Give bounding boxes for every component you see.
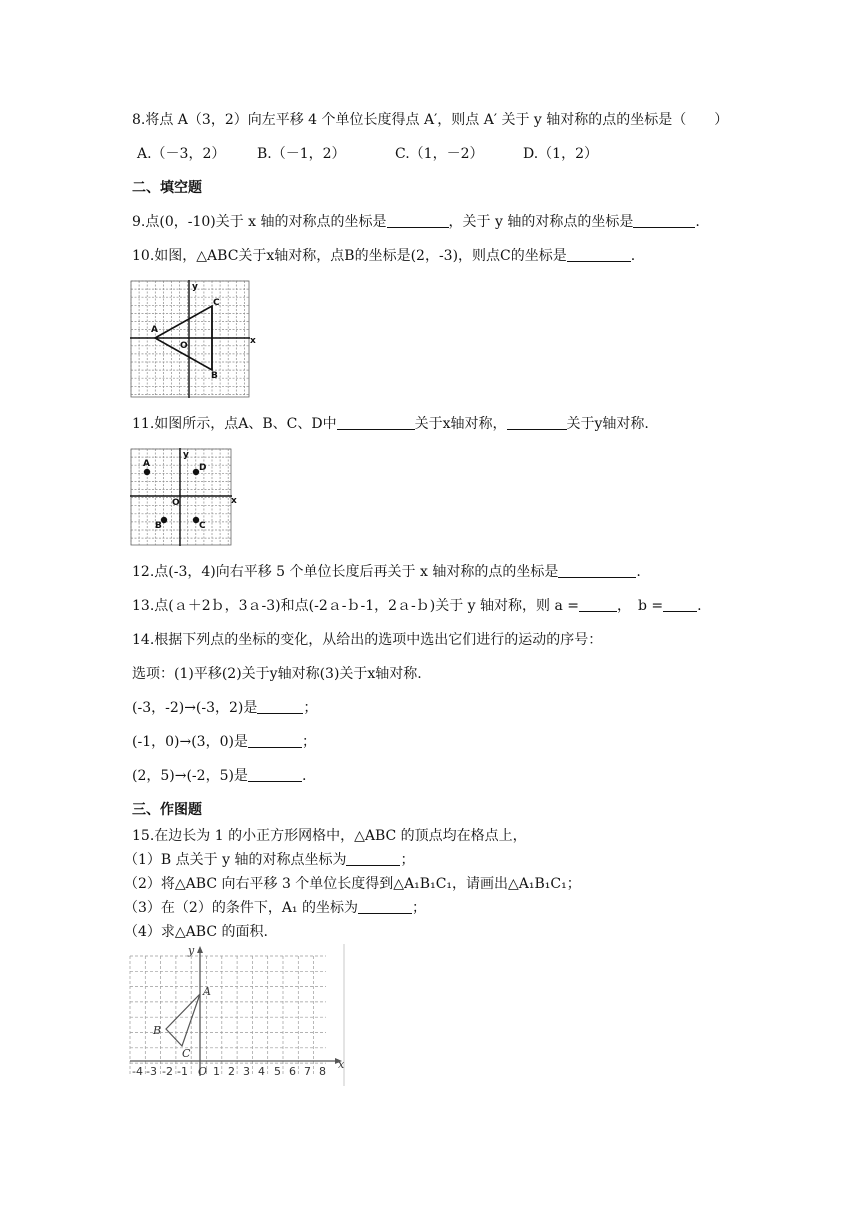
label-o: O [180, 341, 188, 351]
question-12: 12.点(-3，4)向右平移 5 个单位长度后再关于 x 轴对称的点的坐标是 . [132, 564, 641, 580]
tick-label: 5 [274, 1065, 281, 1078]
answer-blank [346, 851, 400, 866]
option-c: C.（1，－2） [395, 146, 484, 162]
option-d: D.（1，2） [523, 146, 598, 162]
tick-label: -4 [132, 1065, 143, 1078]
label-o: O [172, 498, 180, 508]
label-a: A [143, 459, 150, 469]
label-o: O [198, 1065, 208, 1078]
answer-blank [387, 213, 449, 228]
question-15-intro: 15.在边长为 1 的小正方形网格中，△ABC 的顶点均在格点上， [132, 828, 527, 844]
section-heading-drawing: 三、作图题 [132, 802, 202, 818]
label-b: B [211, 371, 218, 381]
answer-blank [358, 899, 412, 914]
label-y: y [188, 944, 195, 957]
question-14-item-2: (-1，0)→(3，0)是 ； [132, 734, 316, 750]
label-y: y [192, 282, 198, 292]
question-8-options [137, 144, 737, 164]
label-a: A [203, 985, 211, 998]
tick-label: -3 [146, 1065, 157, 1078]
label-b: B [153, 1024, 162, 1037]
tick-label: -1 [177, 1065, 188, 1078]
question-9: 9.点(0，-10)关于 x 轴的对称点的坐标是 ，关于 y 轴的对称点的坐标是 . [132, 214, 700, 230]
answer-blank [337, 415, 415, 430]
label-x: x [250, 336, 256, 345]
q11-figure-grid [130, 448, 232, 546]
question-10: 10.如图，△ABC关于x轴对称，点B的坐标是(2，-3)，则点C的坐标是 . [132, 248, 636, 264]
label-b: B [155, 521, 162, 531]
answer-blank [248, 767, 302, 782]
question-15-part-2: （2）将△ABC 向右平移 3 个单位长度得到△A₁B₁C₁，请画出△A₁B₁C₁； [124, 876, 581, 892]
answer-blank [579, 597, 617, 612]
option-b: B.（－1，2） [257, 146, 346, 162]
q15-figure-grid [126, 944, 348, 1086]
tick-label: 3 [243, 1065, 250, 1078]
tick-label: 4 [258, 1065, 265, 1078]
section-heading-fill-blank: 二、填空题 [132, 180, 202, 196]
answer-blank [507, 415, 567, 430]
question-11: 11.如图所示，点A、B、C、D中 关于x轴对称， 关于y轴对称. [132, 416, 649, 432]
label-c: C [182, 1047, 191, 1060]
label-x: x [231, 496, 237, 506]
question-15-part-1: （1）B 点关于 y 轴的对称点坐标为 ； [124, 852, 415, 868]
tick-label: -2 [162, 1065, 173, 1078]
question-15-part-3: （3）在（2）的条件下，A₁ 的坐标为 ； [124, 900, 426, 916]
question-14-intro: 14.根据下列点的坐标的变化，从给出的选项中选出它们进行的运动的序号： [132, 632, 603, 648]
label-d: D [199, 463, 207, 473]
answer-blank [248, 733, 302, 748]
point-a [144, 469, 150, 475]
q10-figure-grid [130, 280, 250, 398]
answer-blank [663, 597, 697, 612]
option-a: A.（－3，2） [137, 146, 226, 162]
label-c: C [213, 298, 220, 308]
question-13: 13.点(ａ＋2ｂ，3ａ-3)和点(-2ａ-ｂ-1，2ａ-ｂ)关于 y 轴对称，则 a = ， b = . [132, 598, 702, 614]
answer-blank [567, 247, 631, 262]
tick-label: 1 [213, 1065, 220, 1078]
tick-label: 8 [319, 1065, 326, 1078]
tick-label: 6 [289, 1065, 296, 1078]
answer-blank [257, 699, 303, 714]
question-8: 8.将点 A（3，2）向左平移 4 个单位长度得点 A′，则点 A′ 关于 y 轴对称的点的坐标是（ ） [132, 112, 729, 128]
label-a: A [151, 325, 158, 335]
tick-label: 2 [228, 1065, 235, 1078]
question-14-item-1: (-3，-2)→(-3，2)是 ； [132, 700, 318, 716]
question-14-options: 选项：(1)平移(2)关于y轴对称(3)关于x轴对称. [132, 666, 422, 682]
question-14-item-3: (2，5)→(-2，5)是 . [132, 768, 307, 784]
label-x: x [338, 1058, 345, 1071]
question-15-part-4: （4）求△ABC 的面积. [124, 924, 268, 940]
answer-blank [633, 213, 695, 228]
label-c: C [199, 521, 206, 531]
answer-blank [558, 563, 636, 578]
label-y: y [183, 450, 189, 460]
tick-label: 7 [304, 1065, 311, 1078]
